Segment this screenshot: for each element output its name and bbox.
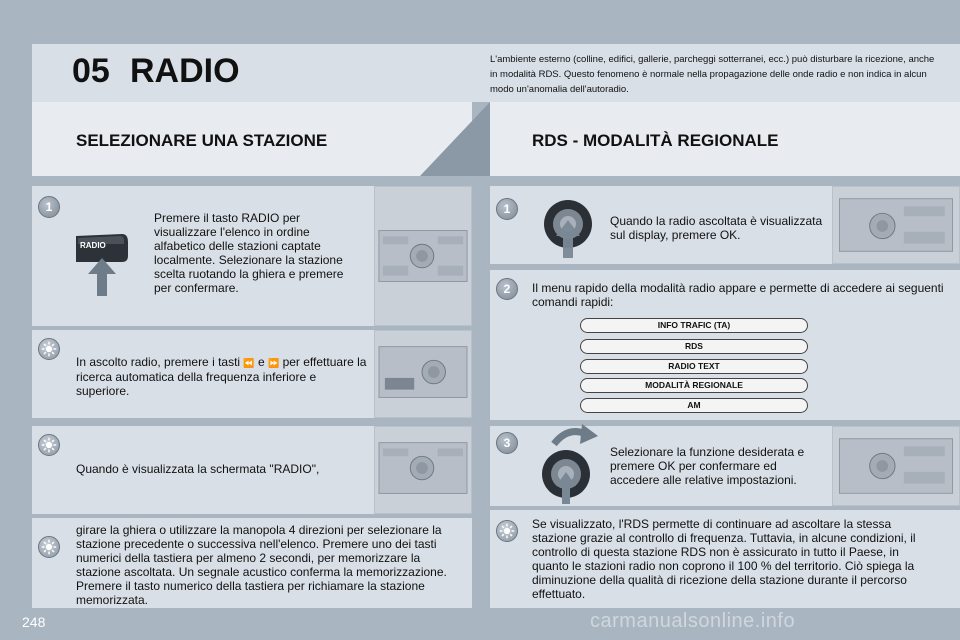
left-step1-text: Premere il tasto RADIO per visualizzare l'elenco in ordine alfabetico delle stazioni captate localmente. Selezionare la stazione scelta ruotando la ghiera e premere per confermare.	[154, 211, 344, 295]
left-tip1-text	[76, 355, 372, 398]
left-tip2-text: Quando è visualizzata la schermata "RADIO",	[76, 462, 320, 476]
radio-unit-thumbnail	[374, 330, 472, 418]
right-step1-text: Quando la radio ascoltata è visualizzata sul display, premere OK.	[610, 214, 823, 242]
rotate-knob-icon	[540, 422, 600, 506]
radio-unit-thumbnail	[374, 186, 472, 326]
menu-item-am[interactable]: AM	[580, 398, 808, 413]
tip1-text-after: per effettuare la ricerca automatica della frequenza inferiore e superiore.	[76, 355, 367, 398]
sun-tip-icon	[496, 520, 518, 542]
menu-item-info-trafic[interactable]: INFO TRAFIC (TA)	[580, 318, 808, 333]
tip1-text-before: In ascolto radio, premere i tasti	[76, 355, 241, 369]
radio-button-label: RADIO	[80, 241, 106, 250]
right-tip-text: Se visualizzato, l'RDS permette di continuare ad ascoltare la stessa stazione grazie al controllo di frequenza. Tuttavia, in alcune condizioni, il controllo di questa stazione RDS non è assicurato in tutto il Paese, in quanto le stazioni radio non coprono il 100 % del territorio. Ciò spiega la diminuzione della qualità di ricezione della stazione durante il percorso effettuato.	[532, 517, 916, 601]
step-number-badge: 1	[38, 196, 60, 218]
left-tip3-text: girare la ghiera o utilizzare la manopola 4 direzioni per selezionare la stazione precedente o successiva nell'elenco. Premere uno dei tasti numerici della tastiera per almeno 2 secondi, per memorizzare la stazione ascoltata. Un segnale acustico conferma la memorizzazione. Premere il tasto numerico della tastiera per richiamare la stazione memorizzata.	[76, 523, 447, 607]
radio-unit-thumbnail	[832, 426, 960, 506]
header-note: L'ambiente esterno (colline, edifici, gallerie, parcheggi sotterranei, ecc.) può disturbare la ricezione, anche in modalità RDS. Questo fenomeno è normale nella propagazione delle onde radio e non indica in alcun modo un'anomalia dell'autoradio.	[472, 44, 960, 102]
prev-seek-icon: ⏪	[243, 358, 255, 368]
sun-tip-icon	[38, 338, 60, 360]
right-section-title: RDS - MODALITÀ REGIONALE	[532, 131, 779, 150]
right-step2-text: Il menu rapido della modalità radio appare e permette di accedere ai seguenti comandi rapidi:	[532, 281, 944, 309]
page-number: 248	[22, 614, 46, 630]
chapter-title: RADIO	[130, 52, 240, 90]
next-seek-icon: ⏩	[268, 358, 280, 368]
sun-tip-icon	[38, 434, 60, 456]
step-number-badge: 3	[496, 432, 518, 454]
diagonal-decoration	[400, 102, 490, 176]
radio-unit-thumbnail	[374, 426, 472, 514]
chapter-number: 05	[72, 52, 110, 90]
watermark: carmanualsonline.info	[590, 610, 796, 632]
menu-item-rds[interactable]: RDS	[580, 339, 808, 354]
step-number-badge: 2	[496, 278, 518, 300]
ok-knob-icon	[542, 198, 594, 260]
up-arrow-icon	[88, 258, 116, 296]
menu-item-radio-text[interactable]: RADIO TEXT	[580, 359, 808, 374]
radio-unit-thumbnail	[832, 186, 960, 264]
tip1-text-middle: e	[257, 355, 265, 369]
sun-tip-icon	[38, 536, 60, 558]
left-section-title: SELEZIONARE UNA STAZIONE	[76, 131, 328, 150]
right-step3-text: Selezionare la funzione desiderata e premere OK per confermare ed accedere alle relative impostazioni.	[610, 445, 805, 487]
step-number-badge: 1	[496, 198, 518, 220]
menu-item-regional-mode[interactable]: MODALITÀ REGIONALE	[580, 378, 808, 393]
